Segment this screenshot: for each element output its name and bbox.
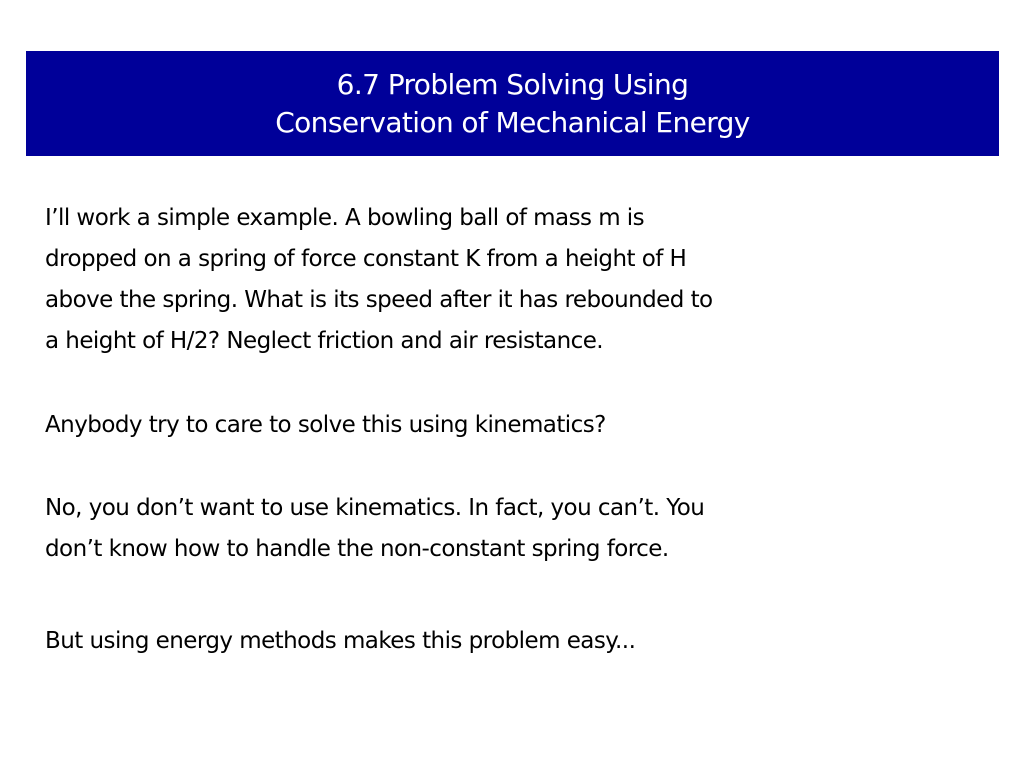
text-line: don’t know how to handle the non-constant spring force. <box>45 536 669 562</box>
text-line: dropped on a spring of force constant K from a height of H <box>45 246 687 272</box>
paragraph-problem-statement <box>45 198 990 362</box>
slide-title-line-1: 6.7 Problem Solving Using <box>336 67 689 101</box>
paragraph-energy-methods <box>45 621 990 662</box>
title-bar <box>26 51 999 156</box>
text-line: No, you don’t want to use kinematics. In fact, you can’t. You <box>45 495 705 521</box>
paragraph-kinematics-answer <box>45 488 990 570</box>
text-line: a height of H/2? Neglect friction and air resistance. <box>45 328 604 354</box>
slide-title-line-2: Conservation of Mechanical Energy <box>275 105 750 139</box>
text-line: But using energy methods makes this problem easy... <box>45 628 636 654</box>
text-line: I’ll work a simple example. A bowling ball of mass m is <box>45 205 645 231</box>
text-line: Anybody try to care to solve this using kinematics? <box>45 412 606 438</box>
paragraph-kinematics-question <box>45 405 990 446</box>
text-line: above the spring. What is its speed after it has rebounded to <box>45 287 713 313</box>
